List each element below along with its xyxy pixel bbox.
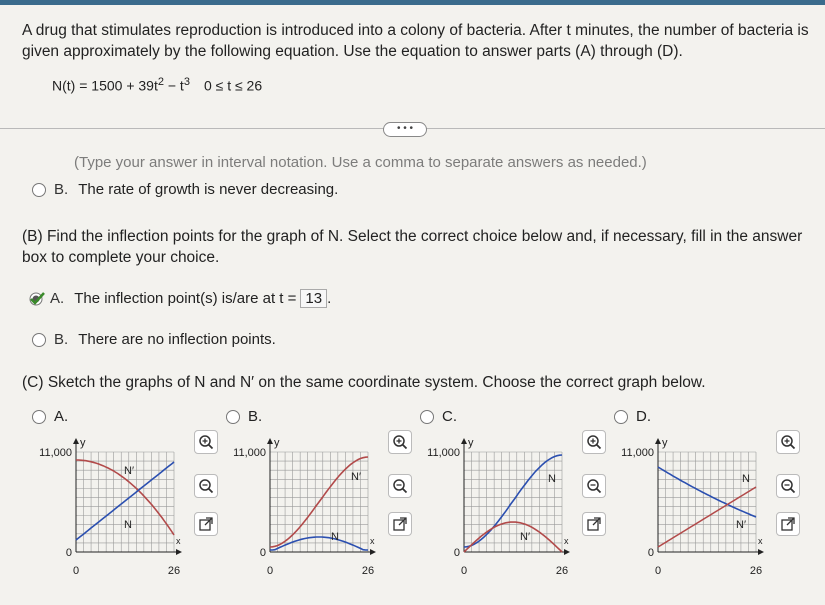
graph-grid <box>658 452 756 552</box>
graph-option-header[interactable] <box>226 408 262 425</box>
curve-2 <box>270 537 368 550</box>
zoom-out-icon[interactable] <box>582 474 606 498</box>
popout-icon[interactable] <box>194 512 218 536</box>
zoom-out-icon[interactable] <box>776 474 800 498</box>
y-axis-label: y <box>662 437 668 449</box>
x-axis-label: x <box>176 536 181 546</box>
x-axis-label: x <box>564 536 569 546</box>
equation-domain: 0 ≤ t ≤ 26 <box>203 77 263 94</box>
popout-icon[interactable] <box>776 512 800 536</box>
graph-svg <box>226 430 376 605</box>
x-axis-label: x <box>370 536 375 546</box>
x-max-tick-label: 26 <box>361 565 375 577</box>
graph-option-header[interactable] <box>614 408 651 425</box>
graph-option-header[interactable] <box>32 408 68 425</box>
x-axis-arrow <box>176 549 182 555</box>
choice-text: The inflection point(s) is/are at t = <box>74 290 297 307</box>
graph-svg <box>32 430 182 605</box>
y-max-tick-label: 11,000 <box>39 447 72 459</box>
x-axis-arrow <box>758 549 764 555</box>
curve-1-label: N′ <box>124 465 135 477</box>
x-max-tick-label: 26 <box>749 565 763 577</box>
option-letter: D. <box>636 408 651 425</box>
part-a-choice-b[interactable] <box>32 181 338 198</box>
curve-2-label: N <box>331 531 339 543</box>
radio-button[interactable] <box>614 410 628 424</box>
checkmark-icon <box>28 292 46 306</box>
curve-1-label: N <box>548 473 556 485</box>
radio-button[interactable] <box>32 333 46 347</box>
zoom-in-icon[interactable] <box>776 430 800 454</box>
y-axis-label: y <box>274 437 280 449</box>
choice-text: There are no inflection points. <box>78 331 276 348</box>
equation-minus-t: − t <box>163 77 184 94</box>
radio-button[interactable] <box>226 410 240 424</box>
choice-letter: B. <box>54 181 69 198</box>
curve-1-label: N′ <box>351 471 362 483</box>
curve-2-label: N′ <box>520 531 531 543</box>
radio-button[interactable] <box>32 410 46 424</box>
radio-button[interactable] <box>420 410 434 424</box>
part-b-choice-b[interactable] <box>32 331 276 348</box>
part-b-question: (B) Find the inflection points for the graph of N. Select the correct choice below and, if necessary, fill in the answer box to complete your choice. <box>22 228 803 266</box>
y-max-tick-label: 11,000 <box>233 447 266 459</box>
choice-period: . <box>327 290 332 307</box>
x-axis-label: x <box>758 536 763 546</box>
curve-2 <box>658 487 756 547</box>
equation-main: N(t) = 1500 + 39t <box>52 77 158 94</box>
choice-letter: A. <box>50 290 65 307</box>
x-axis-arrow <box>564 549 570 555</box>
popout-icon[interactable] <box>582 512 606 536</box>
x-min-tick-label: 0 <box>654 565 662 577</box>
x-min-tick-label: 0 <box>72 565 80 577</box>
curve-2-label: N <box>124 519 132 531</box>
y-max-tick-label: 11,000 <box>621 447 654 459</box>
curve-1-label: N <box>742 473 750 485</box>
equation <box>52 76 262 94</box>
option-letter: C. <box>442 408 457 425</box>
choice-text: The rate of growth is never decreasing. <box>78 181 339 198</box>
radio-button[interactable] <box>32 183 46 197</box>
expand-more-button[interactable]: • • • <box>383 122 427 137</box>
graph-svg <box>614 430 764 605</box>
y-axis-arrow <box>73 438 79 444</box>
x-min-tick-label: 0 <box>460 565 468 577</box>
popout-icon[interactable] <box>388 512 412 536</box>
equation-exp3: 3 <box>183 76 190 88</box>
x-max-tick-label: 26 <box>555 565 569 577</box>
equation-exp2: 2 <box>157 76 164 88</box>
y-axis-arrow <box>267 438 273 444</box>
y-min-tick-label: 0 <box>259 547 266 559</box>
zoom-in-icon[interactable] <box>194 430 218 454</box>
y-min-tick-label: 0 <box>647 547 654 559</box>
y-min-tick-label: 0 <box>453 547 460 559</box>
graph-option-header[interactable] <box>420 408 457 425</box>
part-c-question: (C) Sketch the graphs of N and N′ on the same coordinate system. Choose the correct graph below. <box>22 374 706 391</box>
graph-svg <box>420 430 570 605</box>
zoom-in-icon[interactable] <box>582 430 606 454</box>
y-axis-label: y <box>468 437 474 449</box>
option-letter: B. <box>248 408 263 425</box>
zoom-out-icon[interactable] <box>388 474 412 498</box>
interval-hint: (Type your answer in interval notation. Use a comma to separate answers as needed.) <box>74 154 647 171</box>
x-max-tick-label: 26 <box>167 565 181 577</box>
y-axis-label: y <box>80 437 86 449</box>
part-b-choice-a[interactable] <box>28 289 331 308</box>
zoom-in-icon[interactable] <box>388 430 412 454</box>
y-axis-arrow <box>461 438 467 444</box>
x-axis-arrow <box>370 549 376 555</box>
y-min-tick-label: 0 <box>65 547 72 559</box>
y-axis-arrow <box>655 438 661 444</box>
problem-prompt: A drug that stimulates reproduction is introduced into a colony of bacteria. After t minutes, the number of bacteria is given approximately by the following equation. Use the equation to answer parts (A) through (D). <box>22 22 809 60</box>
answer-box[interactable]: 13 <box>300 289 327 308</box>
x-min-tick-label: 0 <box>266 565 274 577</box>
choice-letter: B. <box>54 331 69 348</box>
zoom-out-icon[interactable] <box>194 474 218 498</box>
curve-2 <box>464 522 562 552</box>
curve-1 <box>464 455 562 547</box>
top-bar <box>0 0 825 5</box>
curve-2-label: N′ <box>736 519 747 531</box>
y-max-tick-label: 11,000 <box>427 447 460 459</box>
option-letter: A. <box>54 408 69 425</box>
